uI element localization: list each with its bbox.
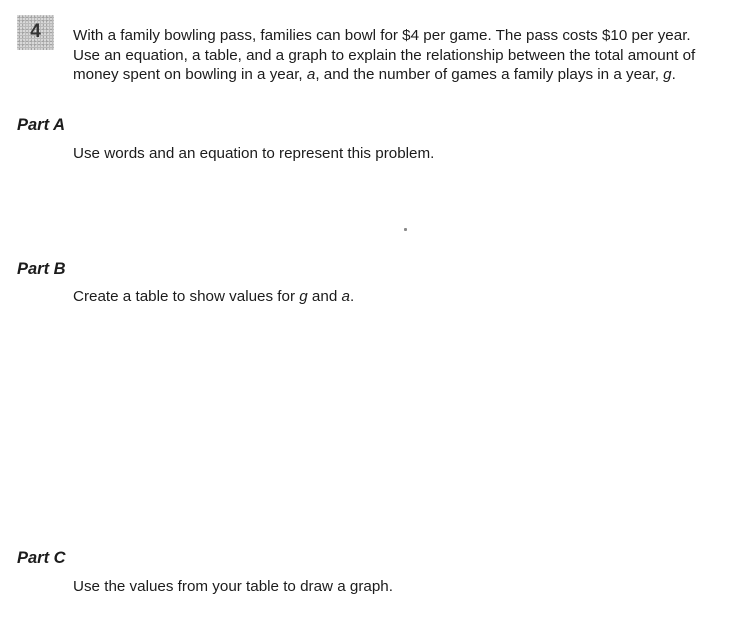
variable-a: a: [306, 66, 316, 83]
scan-speck: [404, 228, 407, 231]
part-b-instruction-text-1: Create a table to show values for: [73, 288, 300, 305]
part-b-variable-g: g: [299, 288, 308, 305]
part-b-instruction-text-2: and: [307, 288, 342, 305]
question-prompt-line-3b: , and the number of games a family plays in a year,: [315, 66, 664, 83]
question-prompt-line-3c: .: [671, 66, 676, 83]
question-prompt-line-3a: money spent on bowling in a year,: [73, 66, 307, 83]
part-b-instruction: [73, 287, 354, 307]
part-b-heading: Part B: [17, 260, 66, 278]
question-number-badge: [17, 15, 54, 50]
question-number: 4: [30, 21, 41, 42]
question-prompt: [73, 26, 737, 85]
part-a-instruction: Use words and an equation to represent this problem.: [73, 145, 435, 162]
question-prompt-line-2: Use an equation, a table, and a graph to explain the relationship between the total amount of: [73, 46, 696, 64]
part-c-heading: Part C: [17, 549, 66, 567]
part-b-variable-a: a: [341, 288, 350, 305]
variable-g: g: [663, 66, 672, 83]
part-b-instruction-text-3: .: [349, 288, 355, 305]
part-c-instruction: Use the values from your table to draw a graph.: [73, 578, 393, 595]
part-a-heading: Part A: [17, 116, 65, 134]
question-prompt-line-1: With a family bowling pass, families can bowl for $4 per game. The pass costs $10 per year.: [73, 27, 691, 44]
